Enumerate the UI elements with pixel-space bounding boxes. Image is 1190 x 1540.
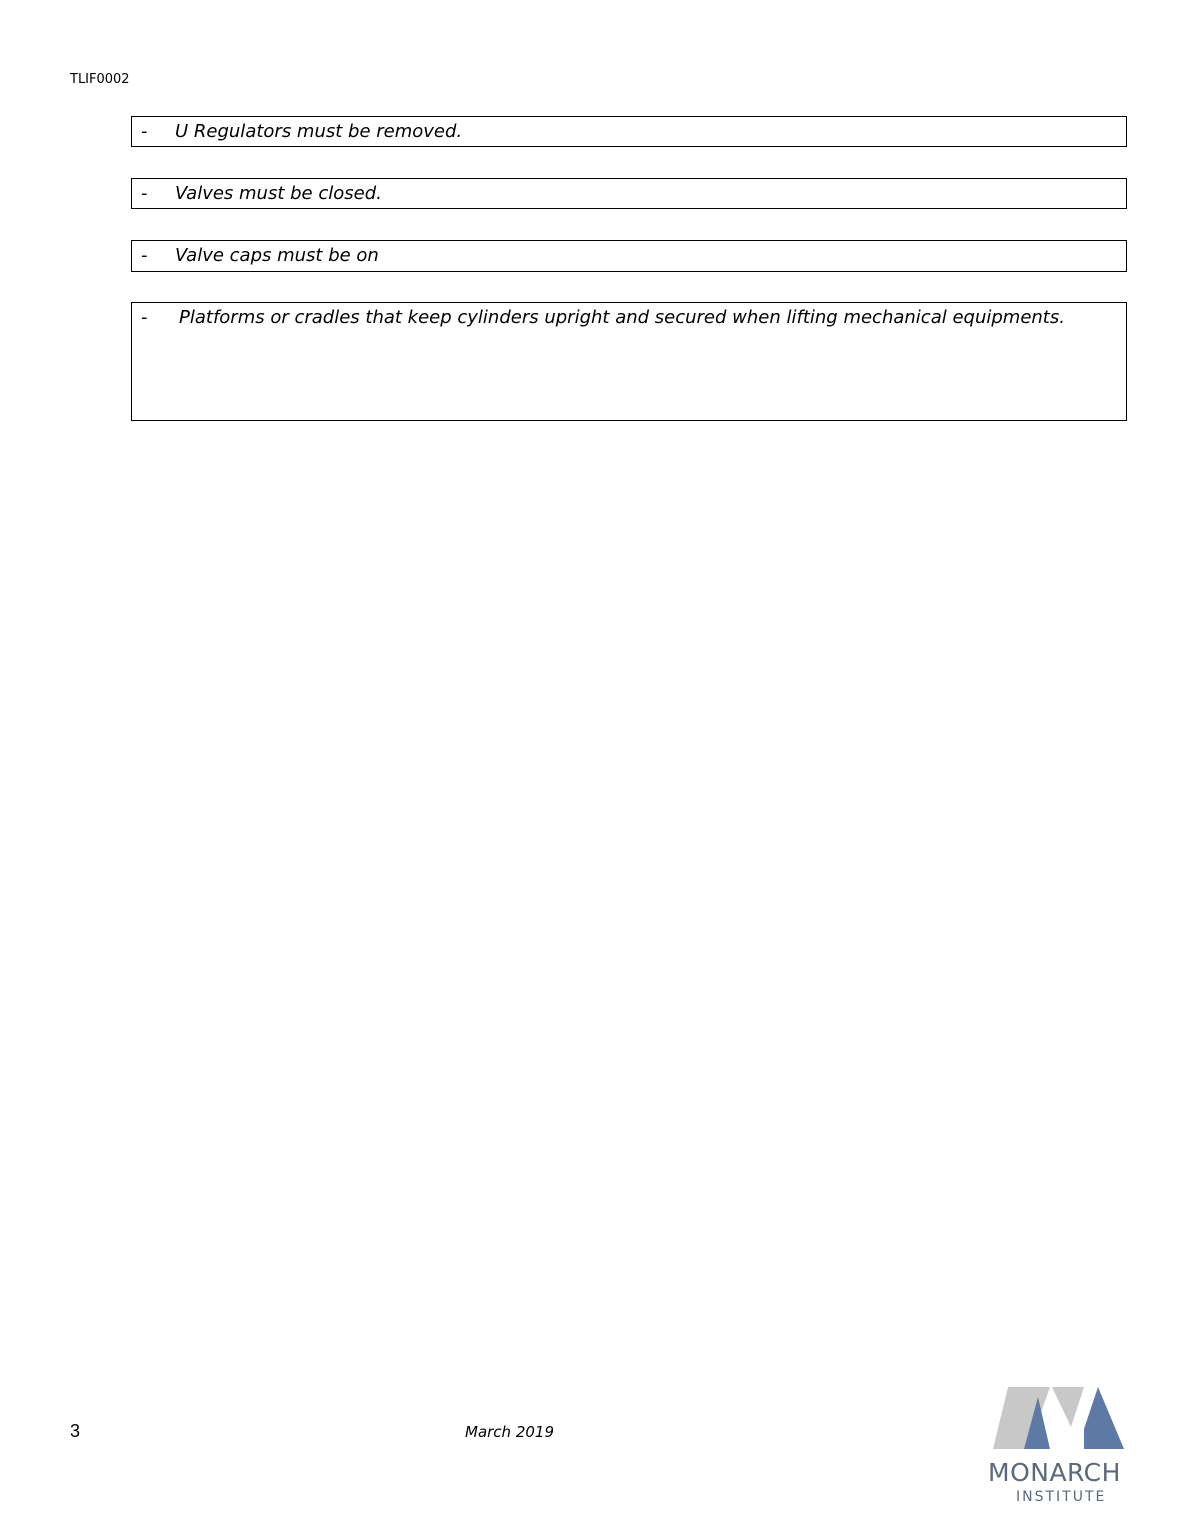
answer-box-4[interactable] — [131, 302, 1127, 421]
footer-date: March 2019 — [465, 1423, 554, 1441]
bullet-dash: - — [141, 245, 148, 266]
bullet-dash: - — [141, 183, 148, 204]
monarch-logo-icon — [988, 1385, 1124, 1451]
answer-box-2[interactable] — [131, 178, 1127, 209]
document-code: TLIF0002 — [70, 72, 130, 87]
monarch-logo — [988, 1385, 1124, 1505]
page-number: 3 — [70, 1421, 81, 1441]
answer-box-3[interactable] — [131, 240, 1127, 272]
bullet-dash: - — [141, 121, 148, 142]
answer-text-3: Valve caps must be on — [175, 245, 379, 266]
answer-text-4: Platforms or cradles that keep cylinders upright and secured when lifting mechanical equipments. — [179, 307, 1065, 328]
bullet-dash: - — [141, 307, 148, 328]
answer-text-1: U Regulators must be removed. — [175, 121, 463, 142]
answer-box-1[interactable] — [131, 116, 1127, 147]
logo-subtitle: INSTITUTE — [1016, 1489, 1107, 1505]
answer-text-2: Valves must be closed. — [175, 183, 382, 204]
logo-name: MONARCH — [988, 1458, 1121, 1487]
